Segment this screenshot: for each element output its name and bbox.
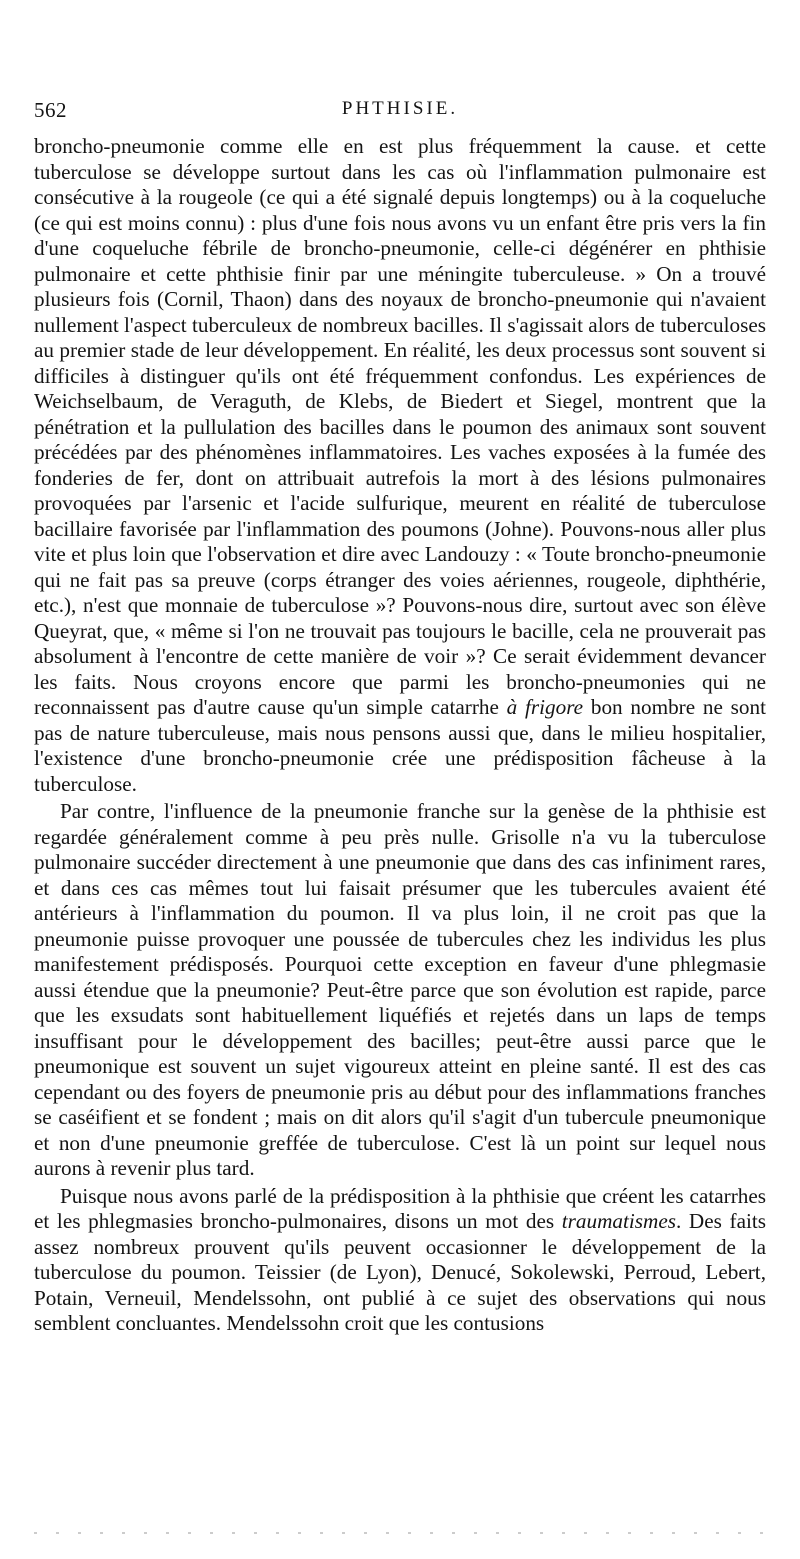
text-run: broncho-pneumonie comme elle en est plus fréquemment la cause. et cette tuberculose se développe surtout dans les cas où l'inflammation pulmonaire est consécutive à la rougeole (ce qui a été signalé depuis longtemps) ou à la coqueluche (ce qui est moins connu) : plus d'une fois nous avons vu un enfant être pris vers la fin d'une coqueluche fébrile de broncho-pneumonie, celle-ci dégénérer en phthisie pulmonaire et cette phthisie finir par une méningite tuberculeuse. » On a trouvé plusieurs fois (Cornil, Thaon) dans des noyaux de broncho-pneumonie qui n'avaient nullement l'aspect tuberculeux de nombreux bacilles. Il s'agissait alors de tuberculoses au premier stade de leur développement. En réalité, les deux processus sont souvent si difficiles à distinguer qu'ils ont été fréquemment confondus. Les expériences de Weichselbaum, de Veraguth, de Klebs, de Biedert et Siegel, montrent que la pénétration et la pullulation des bacilles dans le poumon des animaux sont souvent précédées par des phénomènes inflammatoires. Les vaches exposées à la fumée des fonderies de fer, dont on attribuait autrefois la mort à des lésions pulmonaires provoquées par l'arsenic et l'acide sulfurique, meurent en réalité de tuberculose bacillaire favorisée par l'inflammation des poumons (Johne). Pouvons-nous aller plus vite et plus loin que l'observation et dire avec Landouzy : « Toute broncho-pneumonie qui ne fait pas sa preuve (corps étranger des voies aériennes, rougeole, diphthérie, etc.), n'est que monnaie de tuberculose »? Pouvons-nous dire, surtout avec son élève Queyrat, que, « même si l'on ne trouvait pas toujours le bacille, cela ne prouverait pas absolument à l'encontre de cette manière de voir »? Ce serait évidemment devancer les faits. Nous croyons encore que parmi les broncho-pneumonies qui ne reconnaissent pas d'autre cause qu'un simple catarrhe xyxy=(34,134,766,719)
text-run: bon nombre ne sont pas de nature tuberculeuse, mais nous pensons aussi que, dans le milieu hospitalier, l'existence d'une broncho-pneumonie crée une prédisposition fâcheuse à la tuberculose. xyxy=(34,695,766,796)
running-title: PHTHISIE. xyxy=(341,98,459,119)
paragraph-2 xyxy=(34,799,766,1182)
paragraph-3 xyxy=(34,1184,766,1337)
italic-phrase: traumatismes xyxy=(561,1209,676,1233)
text-run: Par contre, l'influence de la pneumonie franche sur la genèse de la phthisie est regardée généralement comme à peu près nulle. Grisolle n'a vu la tuberculose pulmonaire succéder directement à une pneumonie que dans des cas infiniment rares, et dans ces cas mêmes tout lui faisait présumer que les tubercules avaient été antérieurs à l'inflammation du poumon. Il va plus loin, il ne croit pas que la pneumonie puisse provoquer une poussée de tubercules chez les individus les plus manifestement prédisposés. Pourquoi cette exception en faveur d'une phlegmasie aussi étendue que la pneumonie? Peut-être parce que son évolution est rapide, parce que les exsudats sont habituellement liquéfiés et rejetés dans un laps de temps insuffisant pour le développement des bacilles; peut-être aussi parce que le pneumonique est souvent un sujet vigoureux atteint en pleine santé. Il est des cas cependant ou des foyers de pneumonie pris au début pour des inflammations franches se caséifient et se fondent ; mais on dit alors qu'il s'agit d'un tubercule pneumonique et non d'une pneumonie greffée de tuberculose. C'est là un point sur lequel nous aurons à revenir plus tard. xyxy=(34,799,766,1180)
paragraph-1 xyxy=(34,134,766,797)
book-page xyxy=(34,94,766,1337)
page-number: 562 xyxy=(34,98,67,122)
italic-phrase: à frigore xyxy=(506,695,584,719)
scan-noise xyxy=(34,1532,766,1534)
page-header xyxy=(34,94,766,134)
text-run: Puisque nous avons parlé de la prédisposition à la phthisie que créent les catarrhes et les phlegmasies broncho-pulmonaires, disons un mot des xyxy=(34,1183,766,1233)
text-run: . Des faits assez nombreux prouvent qu'ils peuvent occasionner le développement de la tuberculose du poumon. Teissier (de Lyon), Denucé, Sokolewski, Perroud, Lebert, Potain, Verneuil, Mendelssohn, ont publié à ce sujet des observations qui nous semblent concluantes. Mendelssohn croit que les contusions xyxy=(34,1209,766,1335)
